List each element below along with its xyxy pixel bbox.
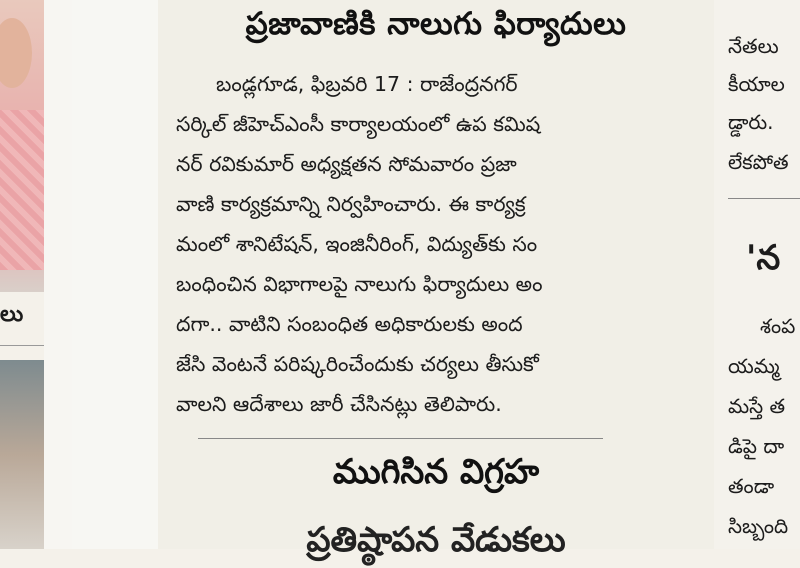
right-line: యమ్మ <box>728 354 780 378</box>
body-line: మంలో శానిటేషన్, ఇంజినీరింగ్, విద్యుత్‌కు సం <box>176 232 538 256</box>
right-column <box>714 0 800 549</box>
right-line: మస్తే త <box>728 394 786 418</box>
body-line: బంధించిన విభాగాలపై నాలుగు ఫిర్యాదులు అం <box>176 272 543 296</box>
second-headline: ముగిసిన విగ్రహ <box>332 452 540 492</box>
body-line: వాణి కార్యక్రమాన్ని నిర్వహించారు. ఈ కార్యక్ర <box>176 192 526 216</box>
left-column-word: లు <box>0 302 24 327</box>
body-line: బండ్లగూడ, ఫిబ్రవరి 17 : రాజేంద్రనగర్ <box>216 72 518 96</box>
article-headline: ప్రజావాణికి నాలుగు ఫిర్యాదులు <box>245 6 627 42</box>
second-headline-line2: ప్రతిష్ఠాపన వేడుకలు <box>306 520 566 560</box>
gutter-wide <box>72 0 158 549</box>
right-line: డిపై దా <box>728 434 785 458</box>
photo-group <box>0 360 44 549</box>
article-divider <box>198 438 603 439</box>
right-line: శంప <box>760 314 796 338</box>
article-column <box>158 0 714 560</box>
right-line: డ్డారు. <box>728 110 774 134</box>
body-line: దగా.. వాటిని సంబంధిత అధికారులకు అంద <box>176 312 523 336</box>
photo-woman <box>0 0 44 292</box>
right-heading: 'న <box>746 238 781 278</box>
pink-dress <box>0 110 44 270</box>
body-line: వాలని ఆదేశాలు జారీ చేసినట్లు తెలిపారు. <box>176 392 502 416</box>
right-line: సిబ్బంది <box>728 514 789 538</box>
gutter <box>44 0 72 549</box>
body-line: నర్ రవికుమార్ అధ్యక్షతన సోమవారం ప్రజా <box>176 152 517 176</box>
left-divider <box>0 345 44 346</box>
right-divider <box>728 198 800 199</box>
right-line: నేతలు <box>728 34 779 58</box>
face <box>0 18 32 88</box>
right-line: కీయాల <box>728 72 785 96</box>
right-line: లేకపోత <box>728 150 789 174</box>
article-body <box>176 64 646 424</box>
body-line: జేసి వెంటనే పరిష్కరించేందుకు చర్యలు తీసుకో <box>176 352 539 376</box>
right-line: తండా <box>728 474 775 498</box>
body-line: సర్కిల్ జీహెచ్ఎంసీ కార్యాలయంలో ఉప కమిష <box>176 112 541 136</box>
